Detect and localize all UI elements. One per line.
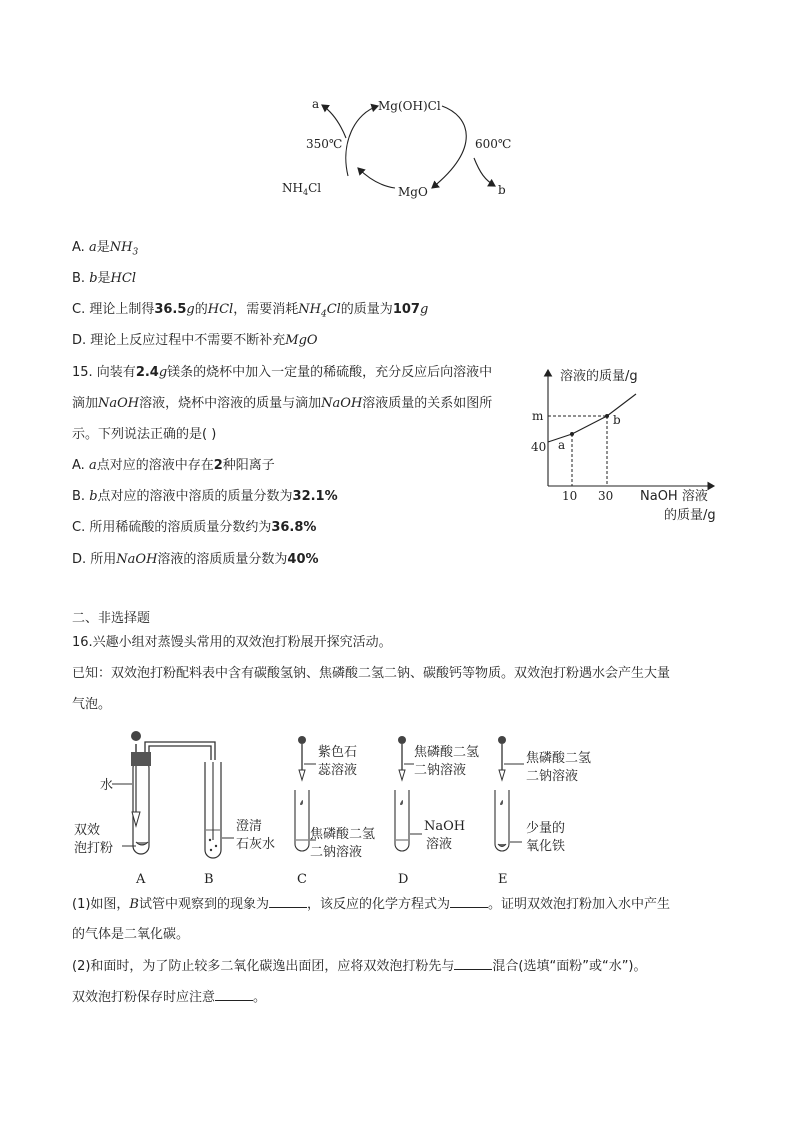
label-600: 600℃ (475, 137, 512, 151)
tick-40: 40 (531, 440, 547, 454)
q15-stem-line1: 15. 向装有2.4g镁条的烧杯中加入一定量的稀硫酸，充分反应后向溶液中 (72, 365, 493, 380)
arc-left (346, 106, 378, 176)
q16-part1-line1: (1)如图，B试管中观察到的现象为 ，该反应的化学方程式为 。证明双效泡打粉加入水中产生 (72, 897, 671, 912)
q15-option-a: A. a点对应的溶液中存在2种阳离子 (72, 458, 275, 473)
label-pyro-d-1: 焦磷酸二氢 (414, 745, 480, 760)
q14-option-b: B. b是HCl (72, 271, 136, 286)
q15-option-d: D. 所用NaOH溶液的溶质质量分数为40% (72, 552, 319, 567)
q15-option-b: B. b点对应的溶液中溶质的质量分数为32.1% (72, 489, 338, 504)
section2-title: 二、非选择题 (72, 611, 151, 626)
q16-part2-line1: (2)和面时，为了防止较多二氧化碳逸出面团，应将双效泡打粉先与 混合(选填“面粉”或“水”)。 (72, 959, 647, 974)
label-pyro-c-2: 二钠溶液 (310, 845, 363, 860)
label-pyro-c-1: 焦磷酸二氢 (310, 827, 376, 842)
q15-graph (526, 364, 736, 526)
label-a: a (312, 97, 320, 111)
label-naoh-1: NaOH (424, 819, 466, 834)
label-litmus-1: 紫色石 (318, 745, 358, 760)
tick-10: 10 (562, 489, 578, 503)
label-b: b (498, 183, 506, 197)
label-point-b: b (613, 413, 621, 427)
apparatus-figure (70, 722, 630, 890)
label-d: D (398, 872, 409, 887)
label-350: 350℃ (306, 137, 343, 151)
tick-m: m (532, 409, 544, 423)
label-pyro-e-2: 二钠溶液 (526, 769, 579, 784)
arc-b (474, 158, 495, 186)
q14-option-c: C. 理论上制得36.5g的HCl，需要消耗$NH_4Cl$的质量为107g (72, 302, 429, 320)
tick-30: 30 (598, 489, 614, 503)
answer-blank-2[interactable] (450, 895, 488, 908)
q15-stem-line2: 滴加NaOH溶液，烧杯中溶液的质量与滴加NaOH溶液质量的关系如图所 (72, 396, 493, 411)
graph-ylabel: 溶液的质量/g (560, 369, 638, 384)
answer-blank-1[interactable] (269, 895, 307, 908)
arc-right (432, 106, 466, 188)
graph-xlabel-2: 的质量/g (664, 508, 716, 523)
q14-option-d: D. 理论上反应过程中不需要不断补充MgO (72, 333, 318, 348)
q15-option-c: C. 所用稀硫酸的溶质质量分数约为36.8% (72, 520, 317, 535)
label-mgohcl: Mg(OH)Cl (378, 99, 441, 113)
apparatus-a (74, 731, 215, 887)
arc-a (322, 105, 346, 138)
label-fe-1: 少量的 (526, 821, 566, 836)
arc-bottom (358, 168, 395, 188)
answer-blank-4[interactable] (215, 988, 253, 1001)
apparatus-b (204, 762, 275, 887)
answer-blank-3[interactable] (454, 957, 492, 970)
label-lime-2: 石灰水 (236, 837, 276, 852)
label-c: C (297, 872, 307, 887)
label-naoh-2: 溶液 (426, 837, 453, 852)
label-point-a: a (558, 438, 566, 452)
apparatus-e (495, 736, 591, 887)
label-pyro-d-2: 二钠溶液 (414, 763, 467, 778)
q16-part2-line2: 双效泡打粉保存时应注意 。 (72, 990, 267, 1005)
label-fe-2: 氧化铁 (526, 839, 566, 854)
q14-option-a: A. a是$NH_3$ (72, 240, 139, 258)
q15-stem-line3: 示。下列说法正确的是( ) (72, 427, 217, 442)
label-mgo: MgO (398, 185, 428, 199)
label-nh4cl: $NH_4Cl$ (282, 181, 322, 197)
data-line-3 (607, 394, 636, 416)
label-a: A (136, 872, 146, 887)
apparatus-c (295, 736, 375, 887)
label-water: 水 (100, 778, 114, 793)
apparatus-d (395, 736, 479, 887)
label-powder-1: 双效 (74, 823, 101, 838)
graph-xlabel-1: NaOH 溶液 (640, 489, 708, 504)
reaction-cycle-diagram (270, 88, 530, 208)
label-pyro-e-1: 焦磷酸二氢 (526, 751, 592, 766)
q16-part1-line2: 的气体是二氧化碳。 (72, 927, 190, 942)
data-line-2 (572, 416, 607, 434)
label-e: E (498, 872, 508, 887)
label-b: B (204, 872, 214, 887)
q16-stem-line2: 已知：双效泡打粉配料表中含有碳酸氢钠、焦磷酸二氢二钠、碳酸钙等物质。双效泡打粉遇水会产生大量 (72, 666, 671, 681)
label-lime-1: 澄清 (236, 819, 263, 834)
label-litmus-2: 蕊溶液 (318, 763, 358, 778)
q16-stem-line1: 16.兴趣小组对蒸馒头常用的双效泡打粉展开探究活动。 (72, 635, 392, 650)
label-powder-2: 泡打粉 (74, 841, 114, 856)
q16-stem-line3: 气泡。 (72, 697, 112, 712)
